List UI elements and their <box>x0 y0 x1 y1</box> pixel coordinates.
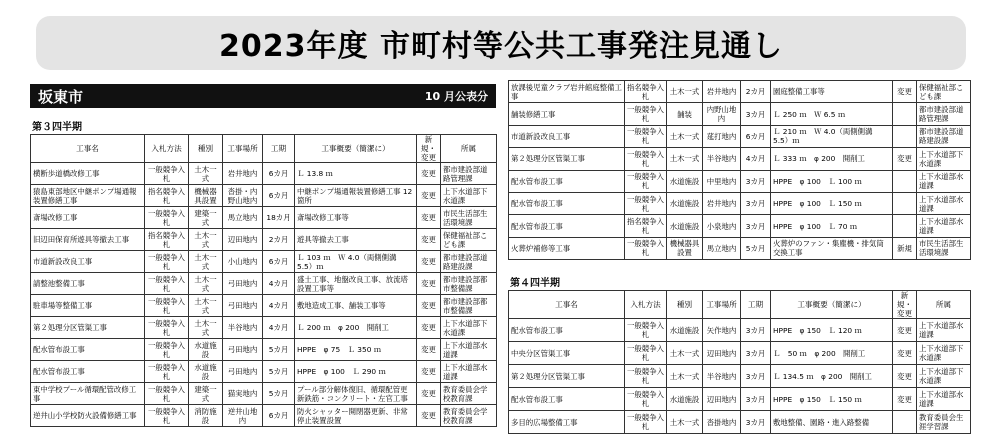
cell-dept: 上下水道部水道課 <box>917 319 971 342</box>
cell-period: 5カ月 <box>263 361 295 383</box>
cell-dept: 都市建設部都市整備課 <box>441 273 497 295</box>
cell-method: 指名競争入札 <box>145 185 189 207</box>
table-row <box>509 103 971 125</box>
cell-place: 沓掛地内 <box>703 411 741 434</box>
cell-period: 6カ月 <box>263 163 295 185</box>
q3-table-left <box>30 134 497 427</box>
table-row <box>31 405 497 427</box>
table-row <box>509 411 971 434</box>
cell-method: 一般競争入札 <box>145 163 189 185</box>
cell-period: 3カ月 <box>741 342 771 365</box>
cell-dept: 上下水道部水道課 <box>917 215 971 237</box>
cell-method: 一般競争入札 <box>625 192 667 214</box>
table-row <box>509 125 971 147</box>
cell-place: 半谷地内 <box>223 317 263 339</box>
cell-type: 水道施設 <box>667 388 703 411</box>
cell-place: 中里地内 <box>703 170 741 192</box>
cell-summary: 火葬炉のファン・集塵機・排気筒交換工事 <box>771 237 893 259</box>
cell-type: 建築一式 <box>189 207 223 229</box>
cell-method: 一般競争入札 <box>625 319 667 342</box>
header-period: 工期 <box>741 291 771 319</box>
cell-period: 3カ月 <box>741 365 771 388</box>
cell-name: 配水管布設工事 <box>509 170 625 192</box>
cell-change: 変更 <box>417 251 441 273</box>
cell-type: 水道施設 <box>667 215 703 237</box>
cell-type: 土木一式 <box>189 317 223 339</box>
cell-method: 一般競争入札 <box>625 365 667 388</box>
cell-place: 逆井山地内 <box>223 405 263 427</box>
cell-change: 変更 <box>893 148 917 170</box>
cell-summary: Ｌ 13.8 ｍ <box>295 163 417 185</box>
header-summary: 工事概要（簡潔に） <box>295 135 417 163</box>
cell-dept: 上下水道部下水道課 <box>441 185 497 207</box>
cell-period: 6カ月 <box>263 185 295 207</box>
cell-dept: 上下水道部下水道課 <box>917 148 971 170</box>
table-row <box>31 383 497 405</box>
cell-name: 配水管布設工事 <box>31 361 145 383</box>
cell-type: 土木一式 <box>667 342 703 365</box>
table-row <box>31 317 497 339</box>
cell-type: 舗装 <box>667 103 703 125</box>
cell-summary: Ｌ 134.5 ｍ φ 200 開削工 <box>771 365 893 388</box>
cell-change: 変更 <box>893 365 917 388</box>
cell-dept: 保健福祉部こども課 <box>441 229 497 251</box>
cell-place: 矢作地内 <box>703 319 741 342</box>
cell-name: 逆井山小学校防火設備修繕工事 <box>31 405 145 427</box>
city-name: 坂東市 <box>38 87 84 106</box>
cell-place: 馬立地内 <box>223 207 263 229</box>
publication-note: 10 月公表分 <box>424 90 488 103</box>
header-type: 種別 <box>667 291 703 319</box>
cell-period: 2カ月 <box>741 81 771 103</box>
table-row <box>31 361 497 383</box>
cell-dept: 都市建設部道路管理課 <box>917 103 971 125</box>
table-row <box>509 215 971 237</box>
cell-type: 土木一式 <box>189 295 223 317</box>
cell-method: 一般競争入札 <box>625 148 667 170</box>
cell-place: 馬立地内 <box>703 237 741 259</box>
cell-period: 3カ月 <box>741 388 771 411</box>
cell-summary: 防火シャッター開閉器更新、非常停止装置設置 <box>295 405 417 427</box>
cell-dept: 市民生活部生活環境課 <box>441 207 497 229</box>
cell-method: 一般競争入札 <box>625 411 667 434</box>
cell-period: 5カ月 <box>741 237 771 259</box>
cell-method: 一般競争入札 <box>145 339 189 361</box>
cell-name: 旧辺田保育所遊具等撤去工事 <box>31 229 145 251</box>
table-header-row <box>509 291 971 319</box>
cell-place: 岩井地内 <box>223 163 263 185</box>
cell-period: 18カ月 <box>263 207 295 229</box>
cell-period: 4カ月 <box>741 148 771 170</box>
cell-summary: Ｌ 333 ｍ φ 200 開削工 <box>771 148 893 170</box>
cell-place: 岩井地内 <box>703 81 741 103</box>
cell-name: 猿島東部地区中継ポンプ場通報装置修繕工事 <box>31 185 145 207</box>
cell-place: 小泉地内 <box>703 215 741 237</box>
cell-place: 莚打地内 <box>703 125 741 147</box>
cell-type: 土木一式 <box>189 229 223 251</box>
cell-type: 水道施設 <box>667 170 703 192</box>
cell-place: 弓田地内 <box>223 339 263 361</box>
cell-type: 土木一式 <box>667 411 703 434</box>
cell-period: 6カ月 <box>263 251 295 273</box>
table-row <box>509 365 971 388</box>
cell-change: 変更 <box>417 339 441 361</box>
cell-period: 3カ月 <box>741 411 771 434</box>
cell-method: 一般競争入札 <box>145 317 189 339</box>
q4-label: 第４四半期 <box>510 278 560 289</box>
cell-dept: 上下水道部水道課 <box>917 170 971 192</box>
table-row <box>509 192 971 214</box>
cell-period: 5カ月 <box>263 383 295 405</box>
cell-type: 機械器具設置 <box>189 185 223 207</box>
cell-place: 弓田地内 <box>223 273 263 295</box>
cell-place: 辺田地内 <box>223 229 263 251</box>
table-row <box>31 229 497 251</box>
cell-dept: 教育委員会学校教育課 <box>441 405 497 427</box>
cell-summary: プール部分解体復旧、循環配管更新鉄筋・コンクリート・左官工事 <box>295 383 417 405</box>
cell-type: 土木一式 <box>189 273 223 295</box>
table-row <box>509 342 971 365</box>
cell-type: 水道施設 <box>189 339 223 361</box>
cell-place: 辺田地内 <box>703 388 741 411</box>
cell-period: 3カ月 <box>741 170 771 192</box>
table-row <box>509 170 971 192</box>
cell-period: 3カ月 <box>741 192 771 214</box>
cell-name: 配水管布設工事 <box>509 215 625 237</box>
cell-place: 半谷地内 <box>703 148 741 170</box>
cell-summary: 中継ポンプ場通報装置修繕工事 12 箇所 <box>295 185 417 207</box>
header-method: 入札方法 <box>625 291 667 319</box>
cell-change <box>893 170 917 192</box>
cell-summary: 敷地整備、園路・進入路整備 <box>771 411 893 434</box>
cell-name: 請整池整備工事 <box>31 273 145 295</box>
cell-name: 斎場改修工事 <box>31 207 145 229</box>
cell-name: 第２処理分区管渠工事 <box>509 148 625 170</box>
cell-summary: Ｌ 50 ｍ φ 200 開削工 <box>771 342 893 365</box>
cell-summary: Ｌ 250 ｍ Ｗ 6.5 ｍ <box>771 103 893 125</box>
cell-type: 土木一式 <box>667 81 703 103</box>
cell-summary: HPPE φ 100 Ｌ 290 ｍ <box>295 361 417 383</box>
cell-period: 2カ月 <box>263 229 295 251</box>
cell-period: 6カ月 <box>741 125 771 147</box>
header-dept: 所属 <box>441 135 497 163</box>
cell-place: 弓田地内 <box>223 361 263 383</box>
cell-change: 変更 <box>893 342 917 365</box>
cell-method: 一般競争入札 <box>145 273 189 295</box>
city-header <box>30 84 496 108</box>
q3-table-right <box>508 80 971 260</box>
header-place: 工事場所 <box>223 135 263 163</box>
cell-period: 3カ月 <box>741 103 771 125</box>
cell-method: 一般競争入札 <box>145 383 189 405</box>
cell-type: 土木一式 <box>667 148 703 170</box>
cell-summary: HPPE φ 150 Ｌ 120 ｍ <box>771 319 893 342</box>
cell-summary: Ｌ 210 ｍ Ｗ 4.0（両側側溝 5.5）ｍ <box>771 125 893 147</box>
cell-period: 5カ月 <box>263 339 295 361</box>
cell-summary: 園庭整備工事等 <box>771 81 893 103</box>
cell-method: 一般競争入札 <box>625 388 667 411</box>
cell-name: 市道新設改良工事 <box>31 251 145 273</box>
cell-method: 指名競争入札 <box>625 81 667 103</box>
cell-dept: 都市建設部道路建設課 <box>441 251 497 273</box>
cell-dept: 上下水道部水道課 <box>441 339 497 361</box>
cell-change <box>893 215 917 237</box>
q3-label: 第３四半期 <box>32 122 82 133</box>
cell-summary: HPPE φ 100 Ｌ 70 ｍ <box>771 215 893 237</box>
cell-place: 岩井地内 <box>703 192 741 214</box>
cell-name: 火葬炉補修等工事 <box>509 237 625 259</box>
header-summary: 工事概要（簡潔に） <box>771 291 893 319</box>
cell-period: 3カ月 <box>741 319 771 342</box>
cell-place: 猫実地内 <box>223 383 263 405</box>
table-header-row <box>31 135 497 163</box>
cell-dept: 上下水道部下水道課 <box>441 317 497 339</box>
table-row <box>31 251 497 273</box>
cell-change: 変更 <box>417 317 441 339</box>
cell-change: 新規 <box>893 237 917 259</box>
cell-summary: HPPE φ 75 Ｌ 350 ｍ <box>295 339 417 361</box>
cell-place: 小山地内 <box>223 251 263 273</box>
cell-method: 指名競争入札 <box>145 229 189 251</box>
cell-dept: 市民生活部生活環境課 <box>917 237 971 259</box>
cell-type: 土木一式 <box>189 251 223 273</box>
table-row <box>31 273 497 295</box>
cell-name: 中央分区管渠工事 <box>509 342 625 365</box>
cell-dept: 都市建設部道路建設課 <box>917 125 971 147</box>
cell-summary: 遊具等撤去工事 <box>295 229 417 251</box>
cell-type: 水道施設 <box>667 192 703 214</box>
q4-table <box>508 290 971 434</box>
cell-name: 放課後児童クラブ岩井館庭整備工事 <box>509 81 625 103</box>
cell-change: 変更 <box>417 383 441 405</box>
table-row <box>509 237 971 259</box>
cell-type: 土木一式 <box>667 125 703 147</box>
cell-name: 多目的広場整備工事 <box>509 411 625 434</box>
cell-method: 一般競争入札 <box>625 125 667 147</box>
cell-place: 弓田地内 <box>223 295 263 317</box>
table-row <box>31 185 497 207</box>
cell-dept: 教育委員会学校教育課 <box>441 383 497 405</box>
cell-change: 変更 <box>417 163 441 185</box>
cell-summary: HPPE φ 100 Ｌ 100 ｍ <box>771 170 893 192</box>
cell-dept: 都市建設部都市整備課 <box>441 295 497 317</box>
cell-dept: 教育委員会生涯学習課 <box>917 411 971 434</box>
cell-dept: 保健福祉部こども課 <box>917 81 971 103</box>
cell-type: 水道施設 <box>667 319 703 342</box>
cell-name: 横断歩道橋改修工事 <box>31 163 145 185</box>
cell-place: 辺田地内 <box>703 342 741 365</box>
cell-period: 4カ月 <box>263 273 295 295</box>
cell-change <box>893 192 917 214</box>
cell-period: 6カ月 <box>263 405 295 427</box>
cell-method: 一般競争入札 <box>145 207 189 229</box>
cell-name: 配水管布設工事 <box>31 339 145 361</box>
cell-type: 建築一式 <box>189 383 223 405</box>
cell-method: 一般競争入札 <box>145 361 189 383</box>
header-name: 工事名 <box>31 135 145 163</box>
cell-summary: Ｌ 103 ｍ Ｗ 4.0（両側側溝 5.5）ｍ <box>295 251 417 273</box>
cell-place: 内野山地内 <box>703 103 741 125</box>
cell-summary: HPPE φ 100 Ｌ 150 ｍ <box>771 192 893 214</box>
cell-type: 土木一式 <box>189 163 223 185</box>
cell-name: 第２処理分区管渠工事 <box>509 365 625 388</box>
cell-summary: 盛土工事、地盤改良工事、放流塔設置工事等 <box>295 273 417 295</box>
cell-method: 一般競争入札 <box>625 342 667 365</box>
cell-name: 配水管布設工事 <box>509 192 625 214</box>
cell-dept: 上下水道部水道課 <box>917 192 971 214</box>
cell-type: 土木一式 <box>667 365 703 388</box>
cell-summary: HPPE φ 150 Ｌ 150 ｍ <box>771 388 893 411</box>
cell-change: 変更 <box>417 273 441 295</box>
cell-name: 第２処理分区管渠工事 <box>31 317 145 339</box>
cell-change: 変更 <box>417 207 441 229</box>
cell-change: 変更 <box>417 229 441 251</box>
cell-name: 市道新設改良工事 <box>509 125 625 147</box>
cell-dept: 上下水道部水道課 <box>441 361 497 383</box>
cell-dept: 都市建設部道路管理課 <box>441 163 497 185</box>
cell-name: 配水管布設工事 <box>509 388 625 411</box>
page-title: 2023年度 市町村等公共工事発注見通し <box>219 29 783 64</box>
cell-change: 変更 <box>417 405 441 427</box>
cell-dept: 上下水道部下水道課 <box>917 365 971 388</box>
cell-dept: 上下水道部下水道課 <box>917 342 971 365</box>
cell-change <box>893 411 917 434</box>
table-row <box>509 148 971 170</box>
cell-change: 変更 <box>893 388 917 411</box>
header-period: 工期 <box>263 135 295 163</box>
cell-place: 沓掛・内野山地内 <box>223 185 263 207</box>
cell-name: 駐車場等整備工事 <box>31 295 145 317</box>
table-row <box>509 388 971 411</box>
cell-period: 3カ月 <box>741 215 771 237</box>
cell-summary: 敷地造成工事、舗装工事等 <box>295 295 417 317</box>
cell-change: 変更 <box>417 361 441 383</box>
cell-method: 一般競争入札 <box>145 295 189 317</box>
cell-name: 舗装修繕工事 <box>509 103 625 125</box>
table-row <box>31 295 497 317</box>
header-place: 工事場所 <box>703 291 741 319</box>
cell-change: 変更 <box>417 185 441 207</box>
header-method: 入札方法 <box>145 135 189 163</box>
table-row <box>31 163 497 185</box>
cell-name: 東中学校プール循環配管改修工事 <box>31 383 145 405</box>
cell-summary: 斎場改修工事等 <box>295 207 417 229</box>
table-row <box>31 207 497 229</box>
cell-type: 水道施設 <box>189 361 223 383</box>
cell-dept: 上下水道部水道課 <box>917 388 971 411</box>
header-name: 工事名 <box>509 291 625 319</box>
cell-method: 一般競争入札 <box>625 170 667 192</box>
header-type: 種別 <box>189 135 223 163</box>
cell-change: 変更 <box>893 81 917 103</box>
header-dept: 所属 <box>917 291 971 319</box>
cell-place: 半谷地内 <box>703 365 741 388</box>
cell-method: 一般競争入札 <box>625 237 667 259</box>
cell-method: 指名競争入札 <box>625 215 667 237</box>
cell-summary: Ｌ 200 ｍ φ 200 開削工 <box>295 317 417 339</box>
title-banner <box>36 16 966 70</box>
table-row <box>509 319 971 342</box>
cell-change: 変更 <box>417 295 441 317</box>
cell-period: 4カ月 <box>263 295 295 317</box>
cell-type: 機械器具設置 <box>667 237 703 259</box>
table-row <box>509 81 971 103</box>
header-change: 新規・変更 <box>417 135 441 163</box>
cell-change: 変更 <box>893 319 917 342</box>
header-change: 新規・変更 <box>893 291 917 319</box>
cell-change <box>893 125 917 147</box>
table-row <box>31 339 497 361</box>
cell-method: 一般競争入札 <box>145 405 189 427</box>
cell-name: 配水管布設工事 <box>509 319 625 342</box>
cell-method: 一般競争入札 <box>625 103 667 125</box>
cell-type: 消防施設 <box>189 405 223 427</box>
cell-change <box>893 103 917 125</box>
cell-period: 4カ月 <box>263 317 295 339</box>
cell-method: 一般競争入札 <box>145 251 189 273</box>
